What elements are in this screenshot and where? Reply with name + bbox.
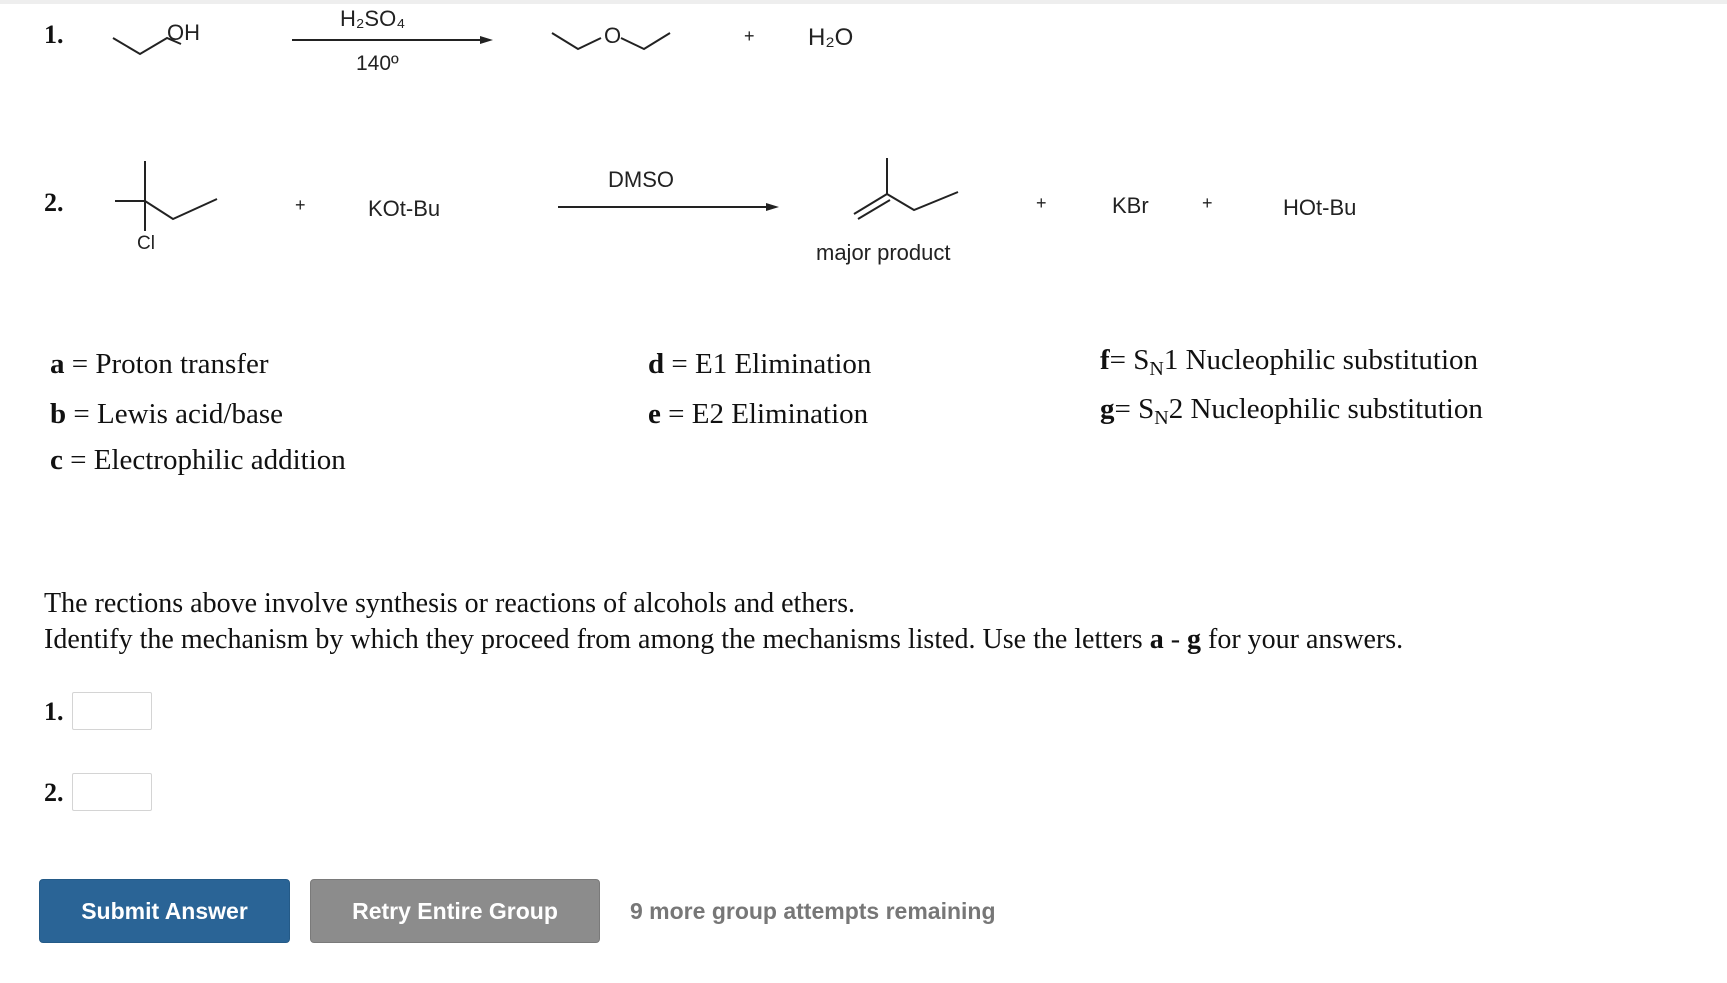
submit-answer-button[interactable]: Submit Answer	[39, 879, 290, 943]
mechanism-c-letter: c	[50, 444, 63, 476]
mechanism-b	[50, 398, 283, 431]
mechanism-f-letter: f	[1100, 344, 1110, 376]
reagent-sulfuric-acid: H₂SO₄	[340, 6, 406, 31]
answer-2-label: 2.	[44, 778, 64, 807]
attempts-remaining-text: 9 more group attempts remaining	[630, 898, 996, 924]
mechanism-f-text: 1 Nucleophilic substitution	[1163, 344, 1479, 376]
tert-butanol-byproduct: HOt-Bu	[1283, 195, 1357, 220]
mechanism-g-eq: = S	[1114, 393, 1155, 425]
mechanism-d-letter: d	[648, 348, 665, 380]
ethanol-structure	[105, 12, 215, 62]
water-product: H₂O	[808, 24, 854, 51]
mechanism-a-letter: a	[50, 348, 65, 380]
reagent-temperature: 140º	[356, 52, 399, 75]
mechanism-f	[1100, 344, 1478, 381]
instructions-dash: -	[1163, 624, 1188, 655]
alkyl-chloride-structure	[105, 155, 225, 255]
reaction-2-arrow	[556, 197, 781, 217]
mechanism-b-letter: b	[50, 398, 67, 430]
mechanism-f-eq: = S	[1109, 344, 1150, 376]
instructions-line-2	[44, 622, 1403, 658]
mechanism-g-sub: N	[1154, 407, 1169, 429]
diethyl-ether-structure	[550, 12, 700, 57]
mechanism-g	[1100, 393, 1483, 430]
instructions-line-1: The rections above involve synthesis or reactions of alcohols and ethers.	[44, 588, 855, 619]
reaction-2-plus-1: +	[295, 195, 306, 215]
top-border	[0, 0, 1727, 4]
instructions	[44, 586, 1403, 658]
ether-oxygen-label: O	[604, 23, 622, 48]
answer-1-input[interactable]	[72, 692, 152, 730]
mechanism-c	[50, 444, 346, 477]
instructions-letter-a: a	[1149, 624, 1164, 655]
hydroxyl-label: OH	[167, 20, 200, 45]
reaction-2-plus-3: +	[1202, 193, 1213, 213]
answer-1-label: 1.	[44, 697, 64, 726]
retry-entire-group-button[interactable]: Retry Entire Group	[310, 879, 600, 943]
mechanism-g-text: 2 Nucleophilic substitution	[1168, 393, 1483, 425]
mechanism-b-text: = Lewis acid/base	[73, 398, 284, 430]
kbr-byproduct: KBr	[1112, 193, 1149, 218]
reaction-1-number: 1.	[44, 20, 64, 49]
instructions-line-2-pre: Identify the mechanism by which they proceed from among the mechanisms listed. Use the letters	[44, 624, 1150, 655]
mechanism-d	[648, 348, 871, 381]
chlorine-label: Cl	[137, 233, 155, 254]
reaction-2-plus-2: +	[1036, 193, 1047, 213]
reaction-1-arrow	[290, 30, 495, 50]
major-product-caption: major product	[816, 240, 951, 265]
answer-2-input[interactable]	[72, 773, 152, 811]
reaction-2-number: 2.	[44, 188, 64, 217]
mechanism-f-sub: N	[1149, 358, 1164, 380]
instructions-letter-g: g	[1187, 624, 1202, 655]
base-reagent: KOt-Bu	[368, 196, 441, 221]
mechanism-e	[648, 398, 868, 431]
mechanism-e-letter: e	[648, 398, 661, 430]
mechanism-c-text: = Electrophilic addition	[70, 444, 346, 476]
mechanism-a-text: = Proton transfer	[71, 348, 269, 380]
solvent-label: DMSO	[608, 167, 674, 192]
mechanism-e-text: = E2 Elimination	[668, 398, 869, 430]
instructions-line-2-post: for your answers.	[1201, 624, 1404, 655]
mechanism-d-text: = E1 Elimination	[671, 348, 872, 380]
mechanism-g-letter: g	[1100, 393, 1115, 425]
alkene-product-structure	[850, 150, 965, 222]
mechanism-a	[50, 348, 269, 381]
reaction-1-plus: +	[744, 26, 755, 46]
